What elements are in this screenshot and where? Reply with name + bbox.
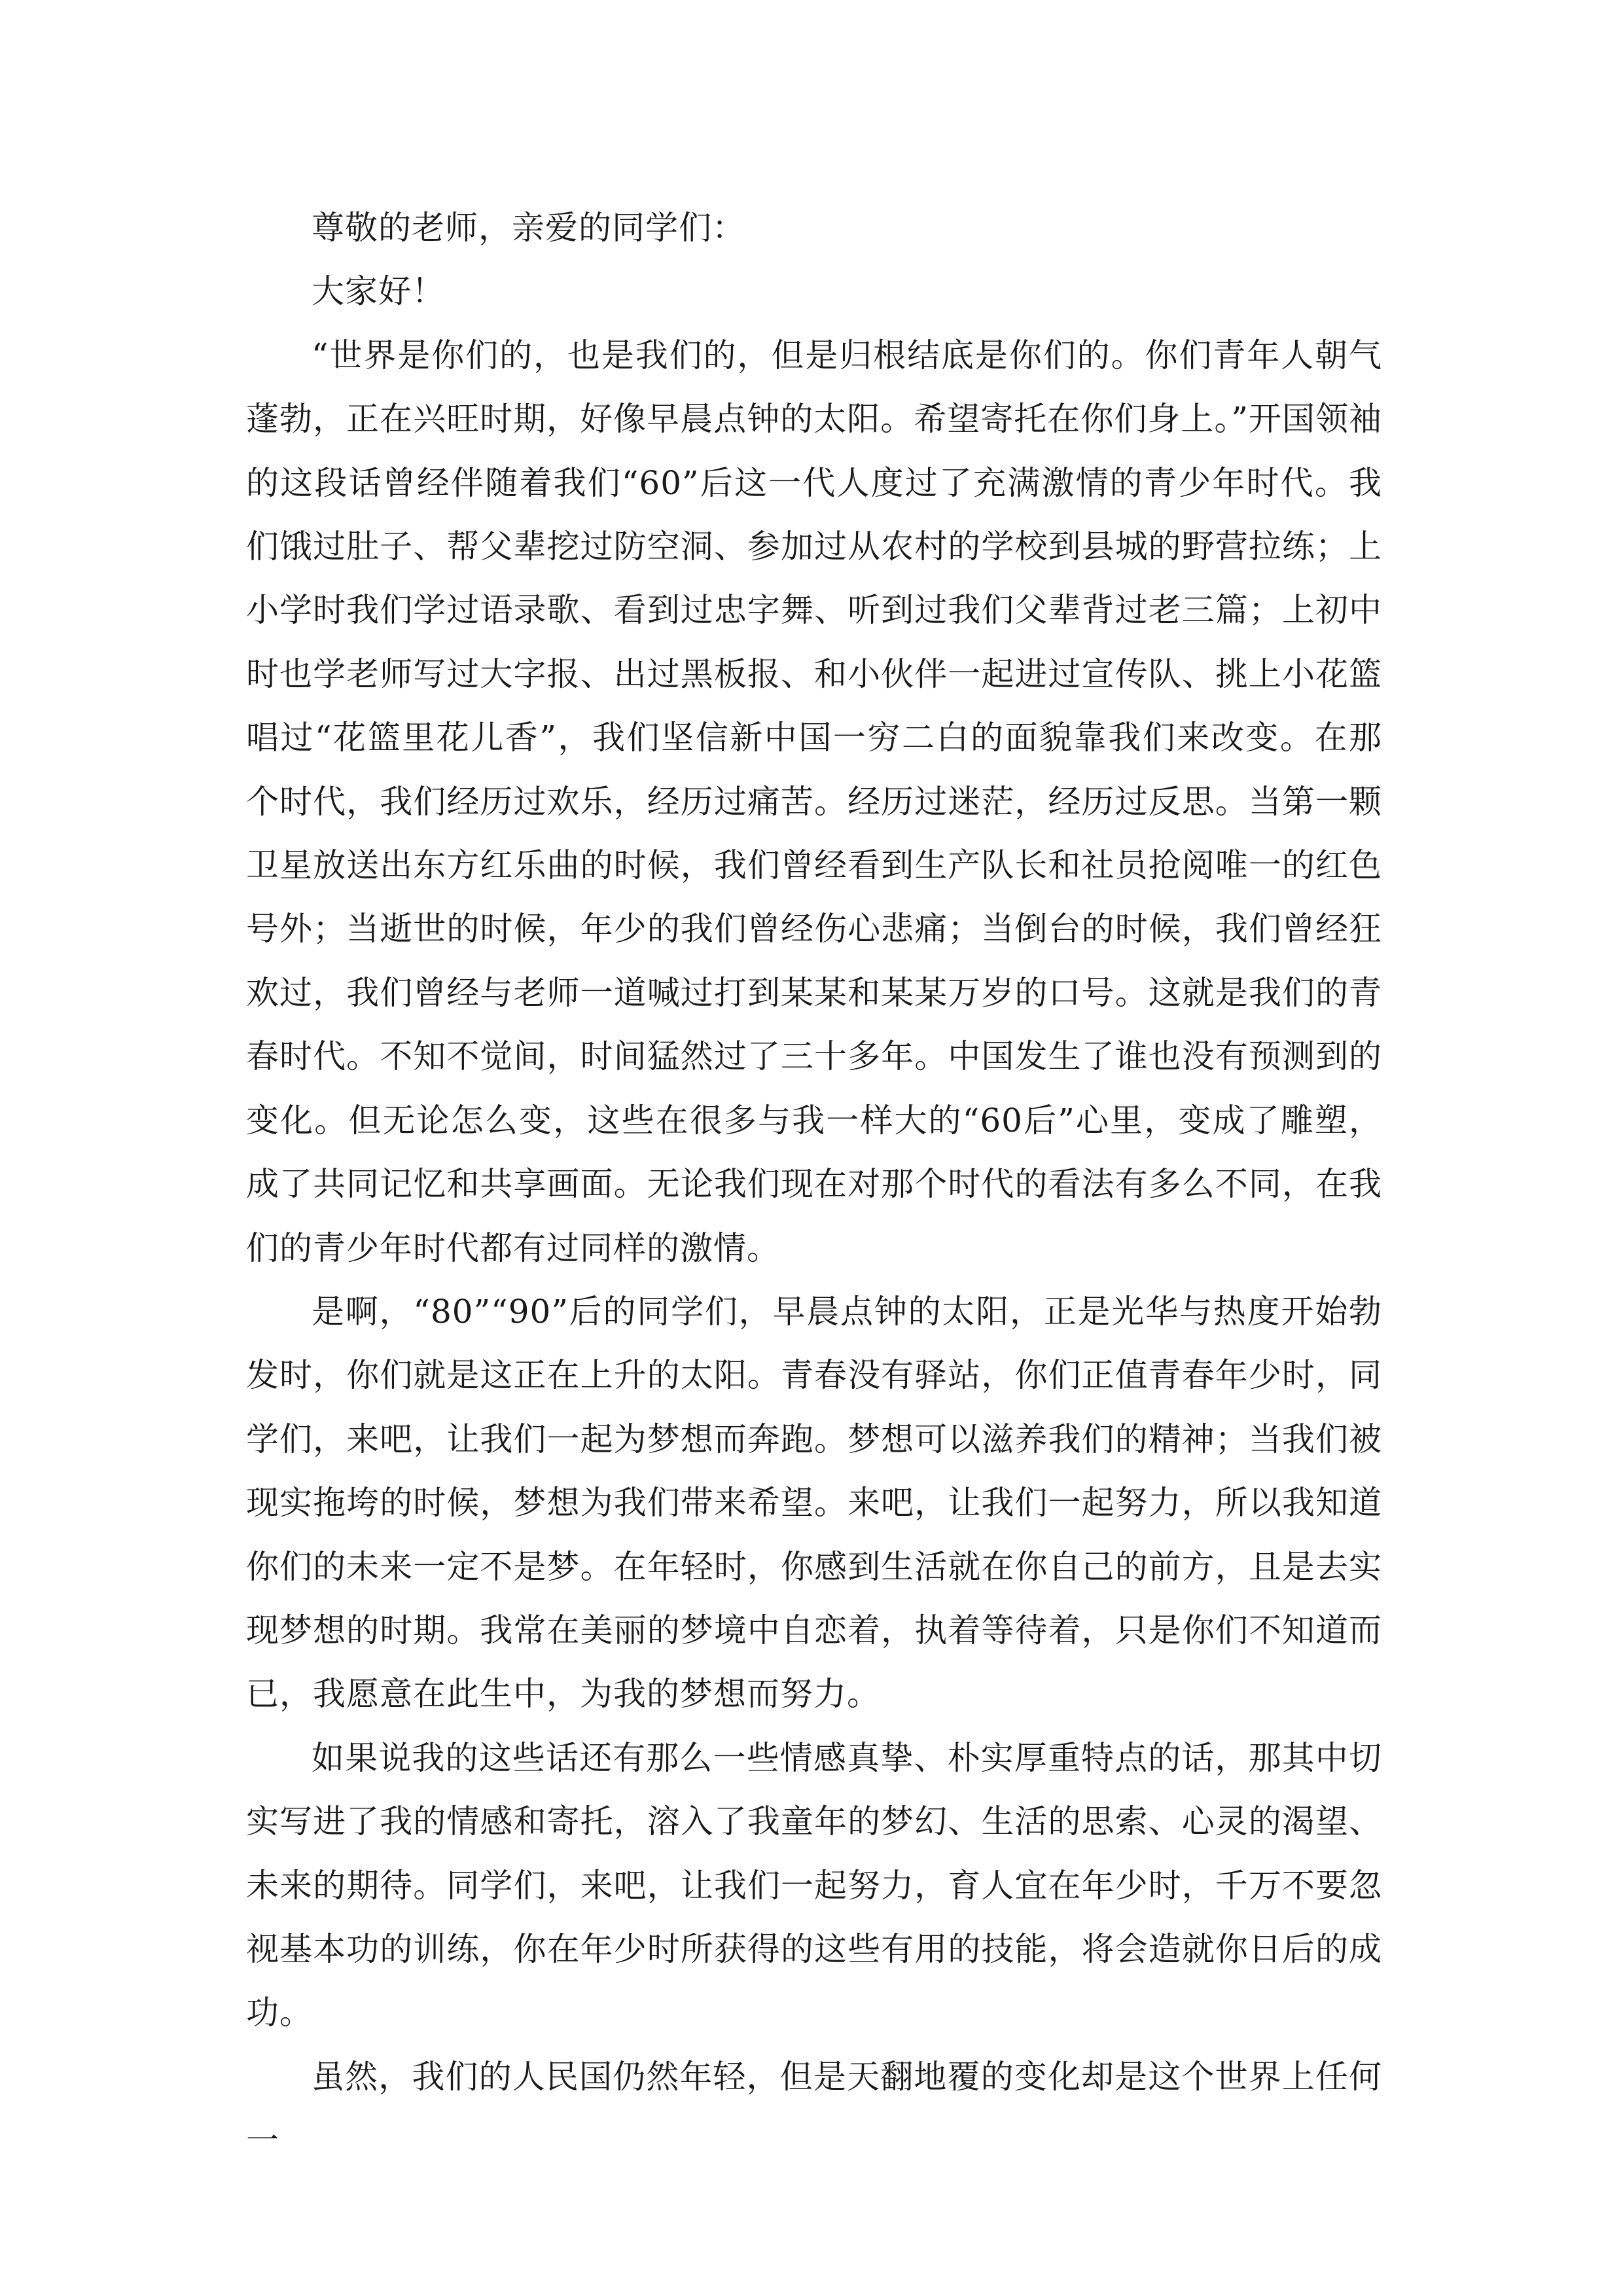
paragraph: “世界是你们的，也是我们的，但是归根结底是你们的。你们青年人朝气蓬勃，正在兴旺时期，好像早晨点钟的太阳。希望寄托在你们身上。”开国领袖的这段话曾经伴随着我们“60”后这一代人度过了充满激情的青少年时代。我们饿过肚子、帮父辈挖过防空洞、参加过从农村的学校到县城的野营拉练；上小学时我们学过语录歌、看到过忠字舞、听到过我们父辈背过老三篇；上初中时也学老师写过大字报、出过黑板报、和小伙伴一起进过宣传队、挑上小花篮唱过“花篮里花儿香”，我们坚信新中国一穷二白的面貌靠我们来改变。在那个时代，我们经历过欢乐，经历过痛苦。经历过迷茫，经历过反思。当第一颗卫星放送出东方红乐曲的时候，我们曾经看到生产队长和社员抢阅唯一的红色号外；当逝世的时候，年少的我们曾经伤心悲痛；当倒台的时候，我们曾经狂欢过，我们曾经与老师一道喊过打到某某和某某万岁的口号。这就是我们的青春时代。不知不觉间，时间猛然过了三十多年。中国发生了谁也没有预测到的变化。但无论怎么变，这些在很多与我一样大的“60后”心里，变成了雕塑，成了共同记忆和共享画面。无论我们现在对那个时代的看法有多么不同，在我们的青少年时代都有过同样的激情。 xyxy=(246,336,1382,1267)
greeting: 大家好！ xyxy=(312,272,445,311)
paragraph: 虽然，我们的人民国仍然年轻，但是天翻地覆的变化却是这个世界上任何一 xyxy=(246,2057,1382,2160)
speech-text xyxy=(246,196,1382,2173)
salutation: 尊敬的老师，亲爱的同学们： xyxy=(312,209,745,247)
paragraph: 如果说我的这些话还有那么一些情感真挚、朴实厚重特点的话，那其中切实写进了我的情感和寄托，溶入了我童年的梦幻、生活的思索、心灵的渴望、未来的期待。同学们，来吧，让我们一起努力，育人宜在年少时，千万不要忽视基本功的训练，你在年少时所获得的这些有用的技能，将会造就你日后的成功。 xyxy=(246,1738,1382,2032)
paragraph: 是啊，“80”“90”后的同学们，早晨点钟的太阳，正是光华与热度开始勃发时，你们就是这正在上升的太阳。青春没有驿站，你们正值青春年少时，同学们，来吧，让我们一起为梦想而奔跑。梦想可以滋养我们的精神；当我们被现实拖垮的时候，梦想为我们带来希望。来吧，让我们一起努力，所以我知道你们的未来一定不是梦。在年轻时，你感到生活就在你自己的前方，且是去实现梦想的时期。我常在美丽的梦境中自恋着，执着等待着，只是你们不知道而已，我愿意在此生中，为我的梦想而努力。 xyxy=(246,1292,1382,1713)
